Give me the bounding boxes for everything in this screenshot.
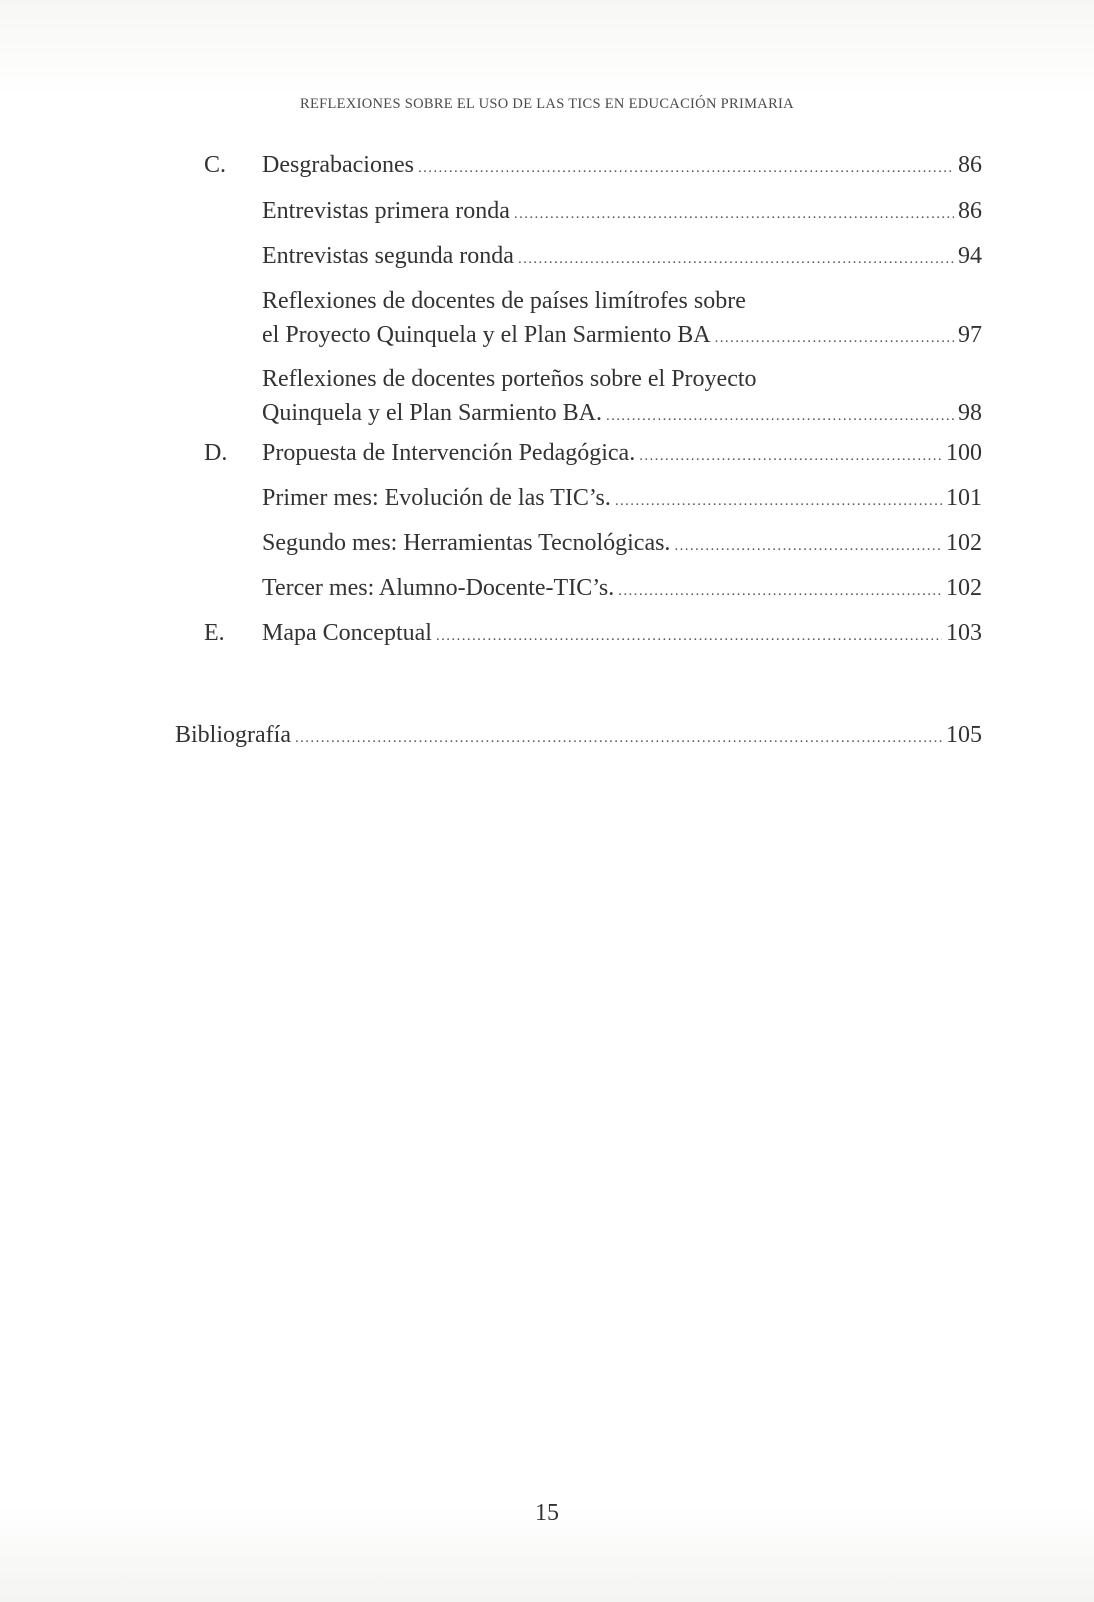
toc-entry-page: 102 [946, 530, 982, 556]
toc-entry-page: 101 [946, 485, 982, 511]
toc-entry-title: Bibliografía [175, 722, 291, 748]
toc-entry-entrevistas-segunda[interactable] [262, 239, 982, 273]
dot-leader [615, 484, 942, 518]
dot-leader [436, 619, 942, 653]
dot-leader [618, 574, 942, 608]
toc-entry-title-line2: Quinquela y el Plan Sarmiento BA. [262, 400, 602, 426]
toc-entry-desgrabaciones[interactable] [262, 148, 982, 182]
dot-leader [715, 321, 954, 355]
toc-entry-tercer-mes[interactable] [262, 571, 982, 605]
dot-leader [295, 721, 942, 755]
toc-entry-title: Mapa Conceptual [262, 620, 432, 646]
toc-entry-title: Entrevistas primera ronda [262, 198, 510, 224]
toc-entry-title-line1: Reflexiones de docentes de países limítrofes sobre [262, 288, 746, 314]
toc-entry-page: 86 [958, 152, 982, 178]
toc-entry-propuesta[interactable] [262, 436, 982, 470]
toc-entry-page: 100 [946, 440, 982, 466]
toc-entry-title: Segundo mes: Herramientas Tecnológicas. [262, 530, 671, 556]
dot-leader [606, 399, 954, 433]
toc-entry-page: 103 [946, 620, 982, 646]
toc-entry-page: 86 [958, 198, 982, 224]
toc-entry-page: 102 [946, 575, 982, 601]
toc-entry-primer-mes[interactable] [262, 481, 982, 515]
page-number: 15 [535, 1500, 559, 1526]
toc-entry-page: 94 [958, 243, 982, 269]
toc-entry-segundo-mes[interactable] [262, 526, 982, 560]
toc-entry-title: Tercer mes: Alumno-Docente-TIC’s. [262, 575, 615, 601]
dot-leader [674, 529, 942, 563]
toc-entry-title: Entrevistas segunda ronda [262, 243, 514, 269]
toc-entry-page: 105 [946, 722, 982, 748]
section-letter-d: D. [204, 440, 228, 466]
section-letter-c: C. [204, 152, 227, 178]
toc-entry-page: 98 [958, 400, 982, 426]
section-letter-e: E. [204, 620, 225, 646]
dot-leader [518, 242, 954, 276]
toc-entry-title-line1: Reflexiones de docentes porteños sobre el Proyecto [262, 366, 757, 392]
toc-entry-reflexiones-limitrofes[interactable] [262, 284, 982, 352]
toc-entry-title: Desgrabaciones [262, 152, 414, 178]
dot-leader [639, 439, 942, 473]
toc-entry-title-line2: el Proyecto Quinquela y el Plan Sarmiento BA [262, 322, 711, 348]
running-header: REFLEXIONES SOBRE EL USO DE LAS TICS EN EDUCACIÓN PRIMARIA [300, 96, 794, 112]
toc-entry-bibliografia[interactable] [175, 718, 982, 752]
toc-entry-page: 97 [958, 322, 982, 348]
toc-entry-mapa-conceptual[interactable] [262, 616, 982, 650]
dot-leader [514, 197, 954, 231]
toc-entry-entrevistas-primera[interactable] [262, 194, 982, 228]
toc-entry-title: Propuesta de Intervención Pedagógica. [262, 440, 636, 466]
dot-leader [418, 151, 954, 185]
toc-entry-reflexiones-portenos[interactable] [262, 362, 982, 430]
toc-entry-title: Primer mes: Evolución de las TIC’s. [262, 485, 611, 511]
